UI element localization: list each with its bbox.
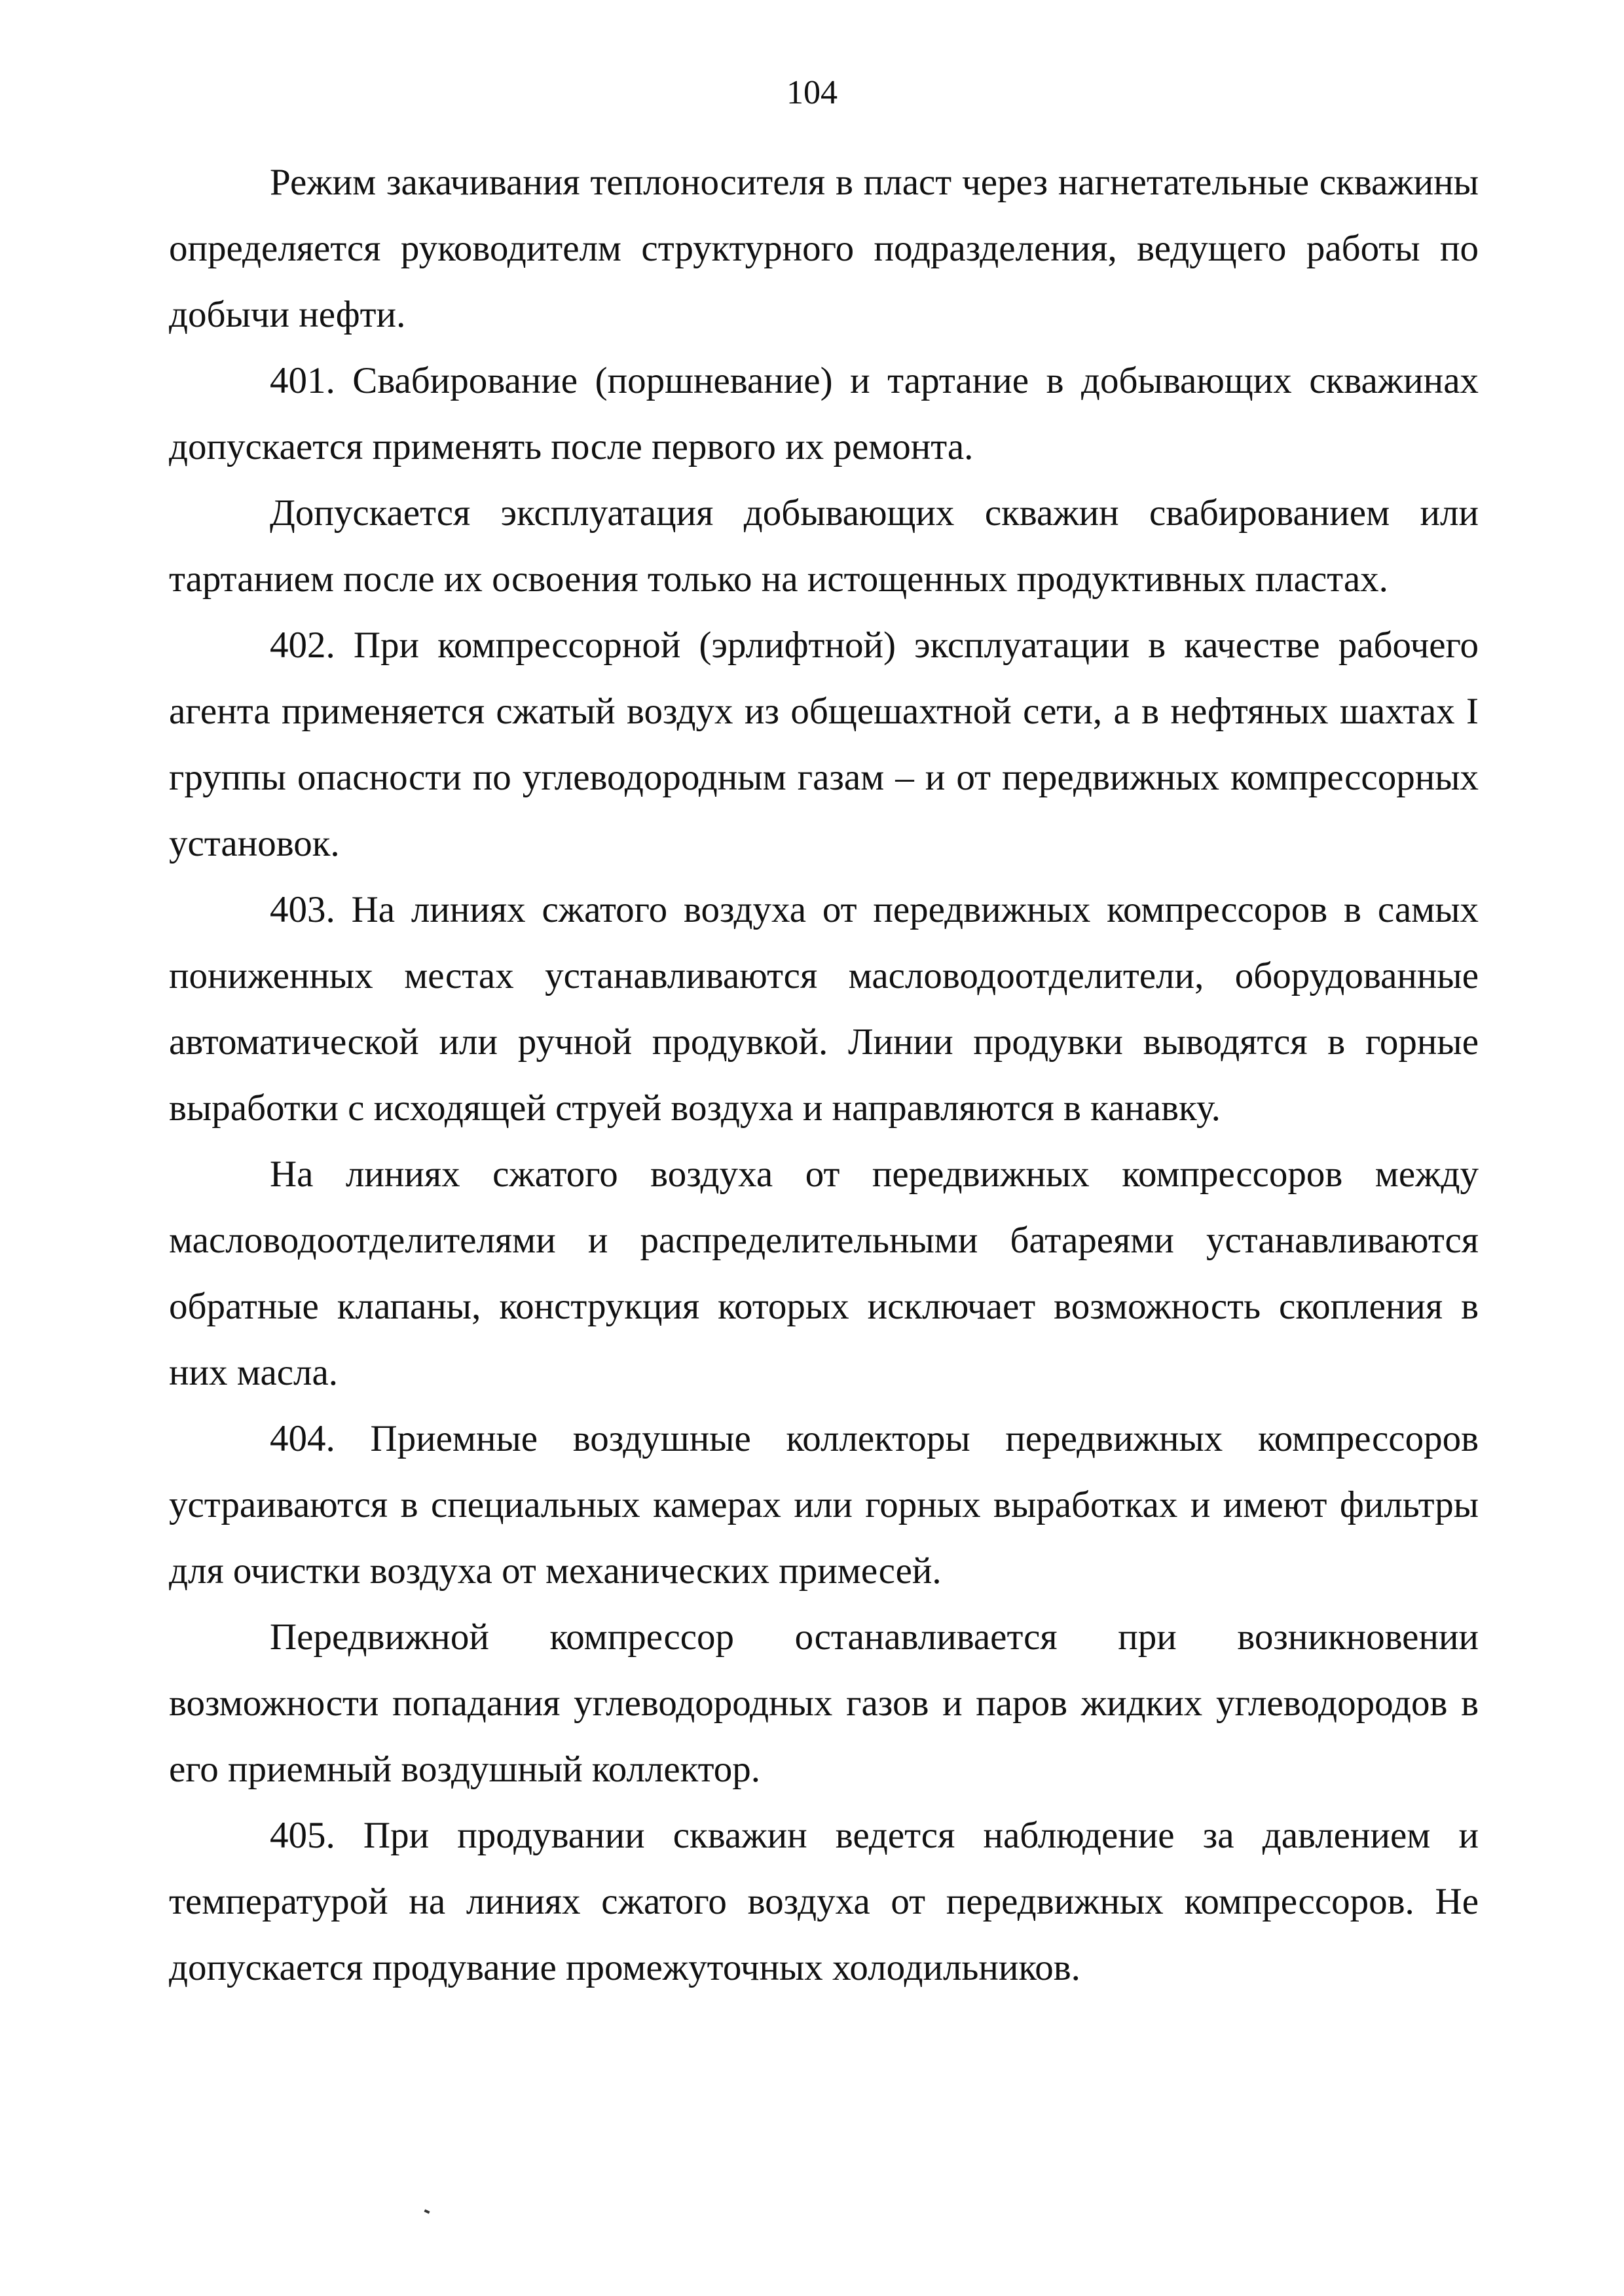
paragraph-405: 405. При продувании скважин ведется наблюдение за давлением и температурой на линиях сжатого воздуха от передвижных компрессоров. Не допускается продувание промежуточных холодильников. bbox=[169, 1815, 1479, 1988]
page-number: 104 bbox=[786, 74, 838, 111]
paragraph-403-check-valves: На линиях сжатого воздуха от передвижных компрессоров между масловодоотделителями и распределительными батареями устанавливаются обратные клапаны, конструкция которых исключает возможность скопления в них масла. bbox=[169, 1154, 1479, 1393]
paragraph-402: 402. При компрессорной (эрлифтной) эксплуатации в качестве рабочего агента применяется сжатый воздух из общешахтной сети, а в нефтяных шахтах I группы опасности по углеводородным газам – и от передвижных компрессорных установок. bbox=[169, 625, 1479, 864]
paragraph-404-compressor-stop: Передвижной компрессор останавливается при возникновении возможности попадания углеводородных газов и паров жидких углеводородов в его приемный воздушный коллектор. bbox=[169, 1616, 1479, 1790]
paragraph-401-exploitation: Допускается эксплуатация добывающих скважин свабированием или тартанием после их освоения только на истощенных продуктивных пластах. bbox=[169, 492, 1479, 600]
paragraph-heat-carrier-mode: Режим закачивания теплоносителя в пласт через нагнетательные скважины определяется руководителм структурного подразделения, ведущего работы по добычи нефти. bbox=[169, 162, 1479, 335]
paragraph-403: 403. На линиях сжатого воздуха от передвижных компрессоров в самых пониженных местах устанавливаются масловодоотделители, оборудованные автоматической или ручной продувкой. Линии продувки выводятся в горные выработки с исходящей струей воздуха и направляются в канавку. bbox=[169, 889, 1479, 1129]
paragraph-404: 404. Приемные воздушные коллекторы передвижных компрессоров устраиваются в специальных камерах или горных выработках и имеют фильтры для очистки воздуха от механических примесей. bbox=[169, 1418, 1479, 1592]
paragraph-401: 401. Свабирование (поршневание) и тартание в добывающих скважинах допускается применять после первого их ремонта. bbox=[169, 360, 1479, 467]
scan-speck bbox=[424, 2209, 430, 2214]
document-body bbox=[169, 149, 1479, 2001]
